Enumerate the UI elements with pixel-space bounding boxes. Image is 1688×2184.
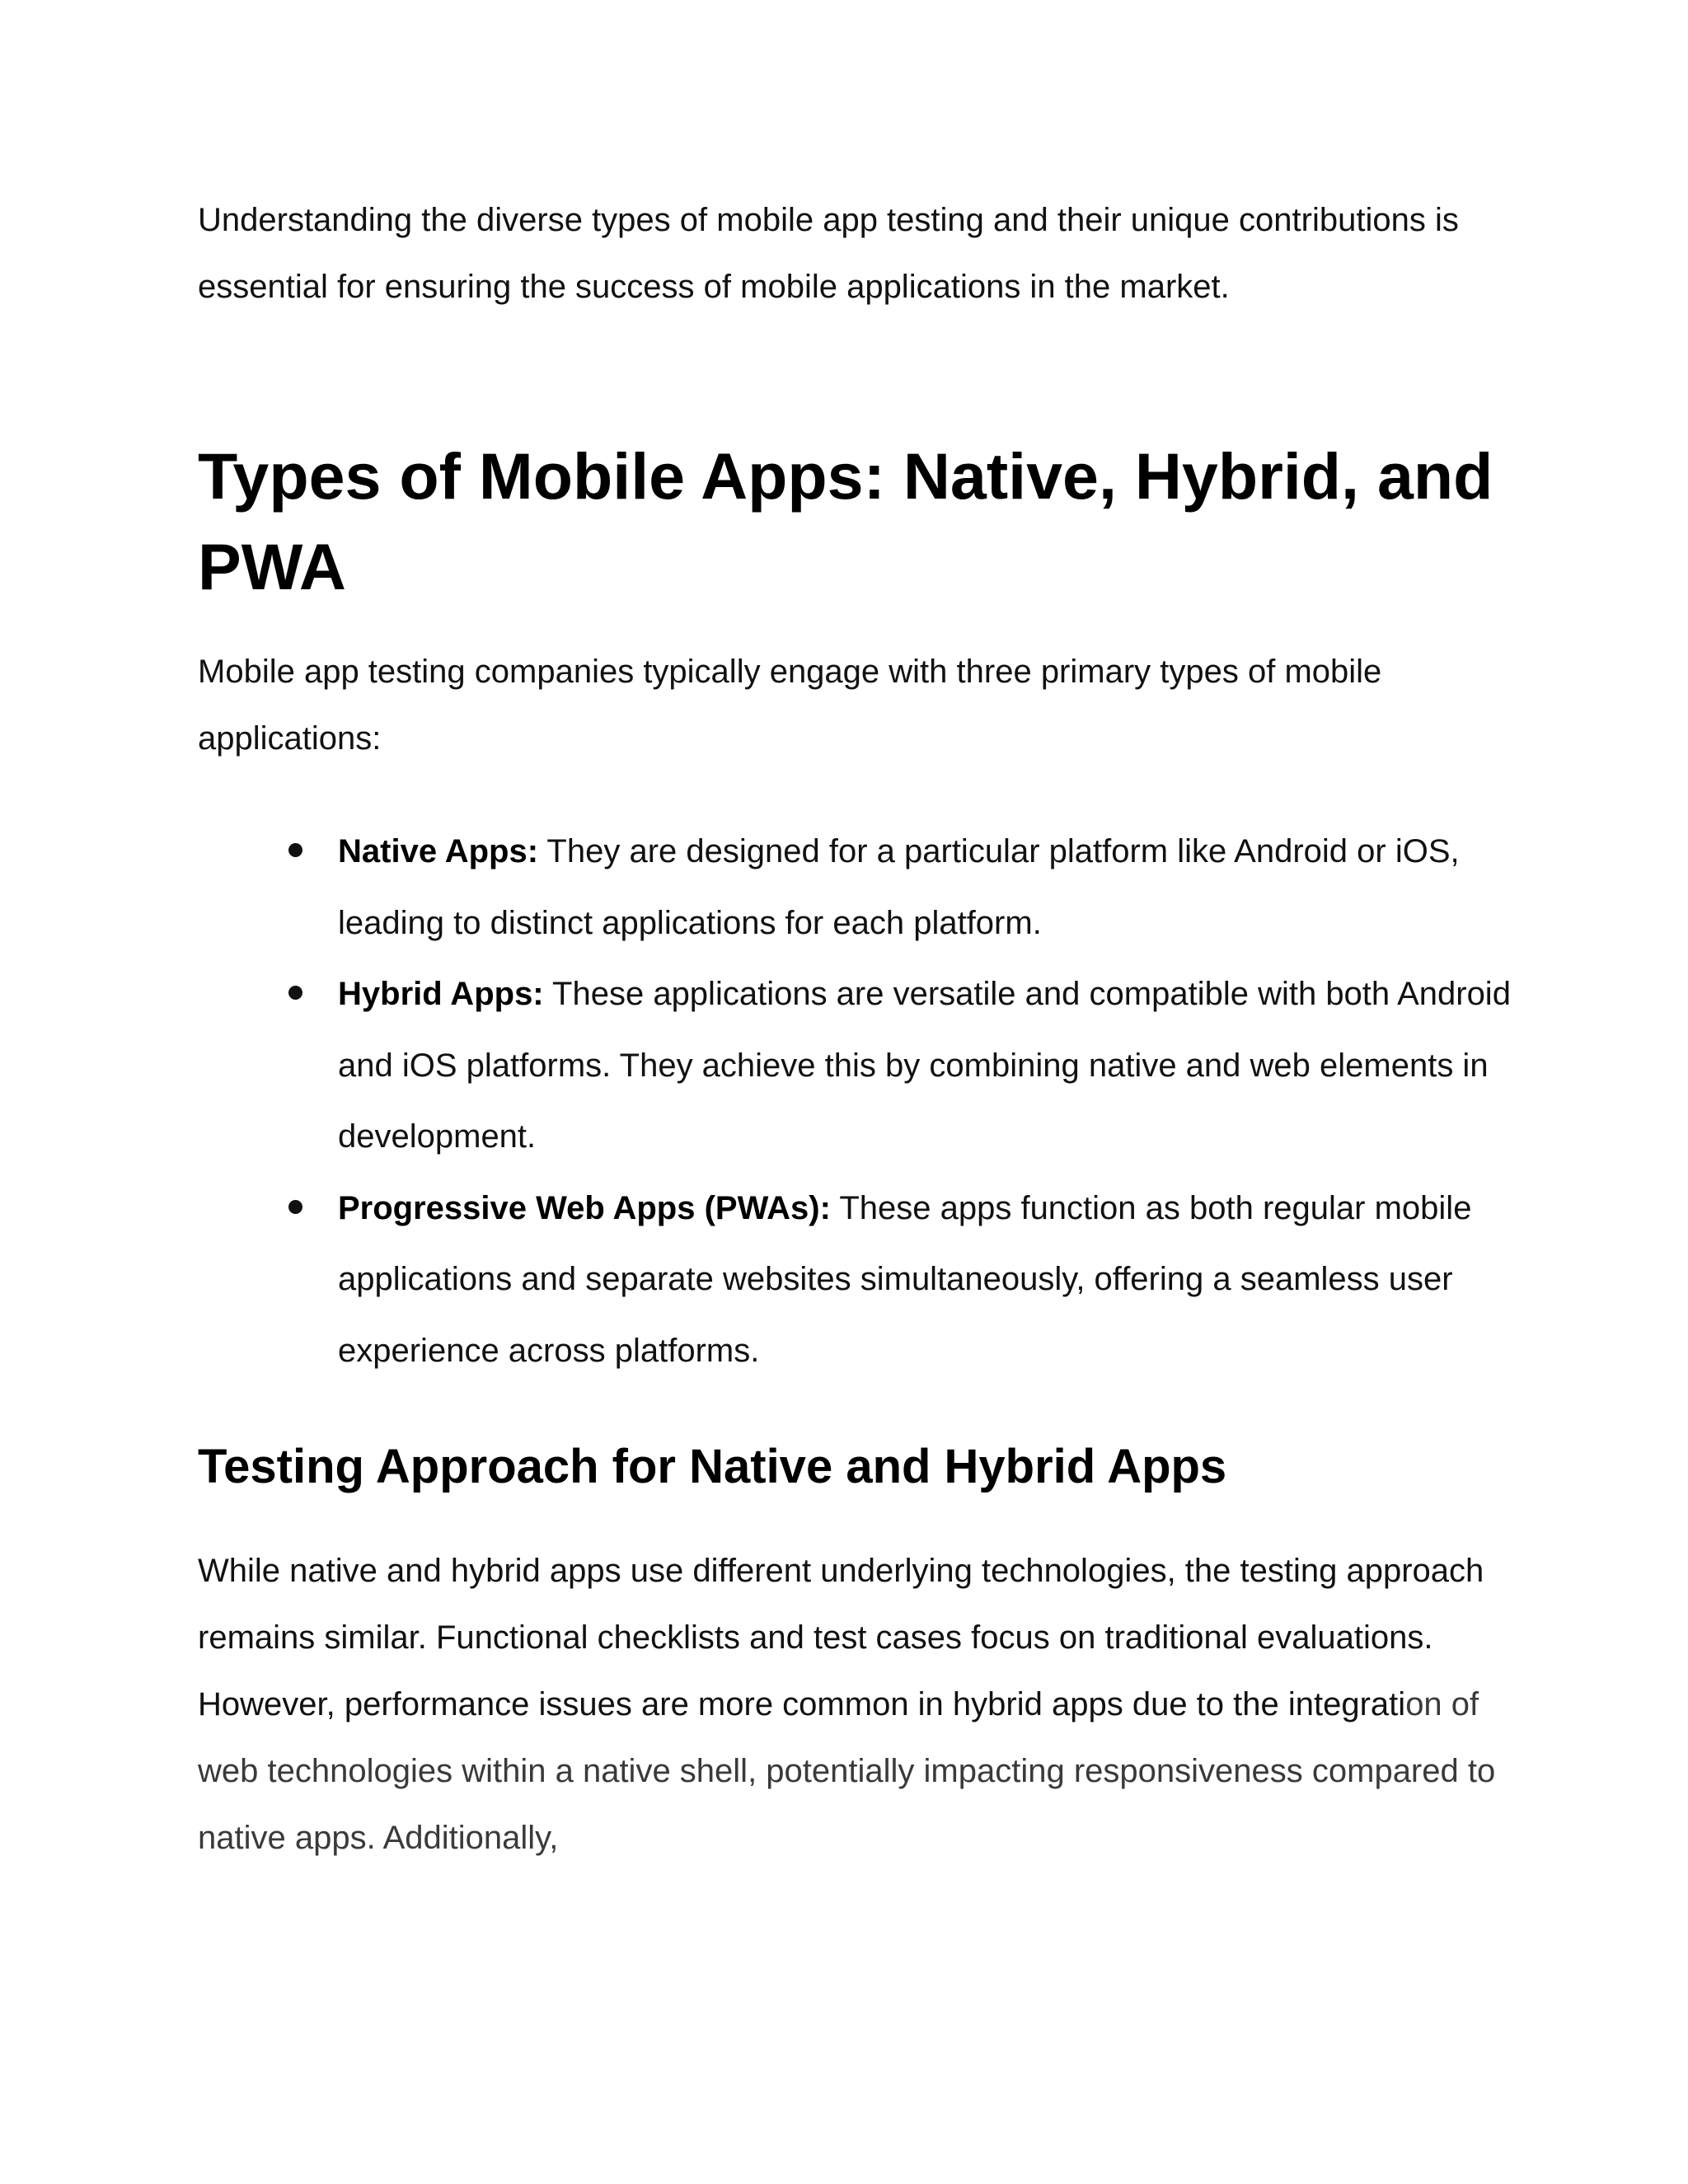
- bullet-icon: [288, 843, 302, 857]
- testing-approach-paragraph: [198, 1538, 1508, 1872]
- bullet-icon: [288, 986, 302, 1000]
- list-item-text: These applications are versatile and compatible with both Android and iOS platforms. They achieve this by combining native and web elements in development.: [338, 976, 1511, 1155]
- bullet-icon: [288, 1200, 302, 1214]
- list-item-text: They are designed for a particular platform like Android or iOS, leading to distinct applications for each platform.: [338, 833, 1460, 941]
- list-item-term: Hybrid Apps:: [338, 976, 544, 1012]
- intro-paragraph: Understanding the diverse types of mobile app testing and their unique contributions is essential for ensuring the success of mobile applications in the market.: [198, 202, 1459, 305]
- list-item-term: Progressive Web Apps (PWAs):: [338, 1189, 831, 1226]
- list-item-native-apps: [198, 816, 1533, 958]
- list-item-text: These apps function as both regular mobile applications and separate websites simultaneously, offering a seamless user experience across platforms.: [338, 1189, 1472, 1369]
- list-item-term: Native Apps:: [338, 833, 539, 869]
- list-item-hybrid-apps: [198, 958, 1533, 1173]
- testing-paragraph-text-faded: on of web technologies within a native shell, potentially impacting responsiveness compared to native apps. Additionally,: [198, 1686, 1496, 1856]
- heading-types-of-mobile-apps: Types of Mobile Apps: Native, Hybrid, and PWA: [198, 439, 1493, 603]
- app-types-list: [198, 816, 1533, 1386]
- heading-testing-approach: Testing Approach for Native and Hybrid Apps: [198, 1440, 1227, 1493]
- types-intro-paragraph: Mobile app testing companies typically engage with three primary types of mobile applications:: [198, 654, 1382, 757]
- list-item-pwa: [198, 1173, 1533, 1387]
- testing-paragraph-text: While native and hybrid apps use different underlying technologies, the testing approach remains similar. Functional checklists and test cases focus on traditional evaluations. However, performance issues are more common in hybrid apps due to the integrati: [198, 1553, 1484, 1722]
